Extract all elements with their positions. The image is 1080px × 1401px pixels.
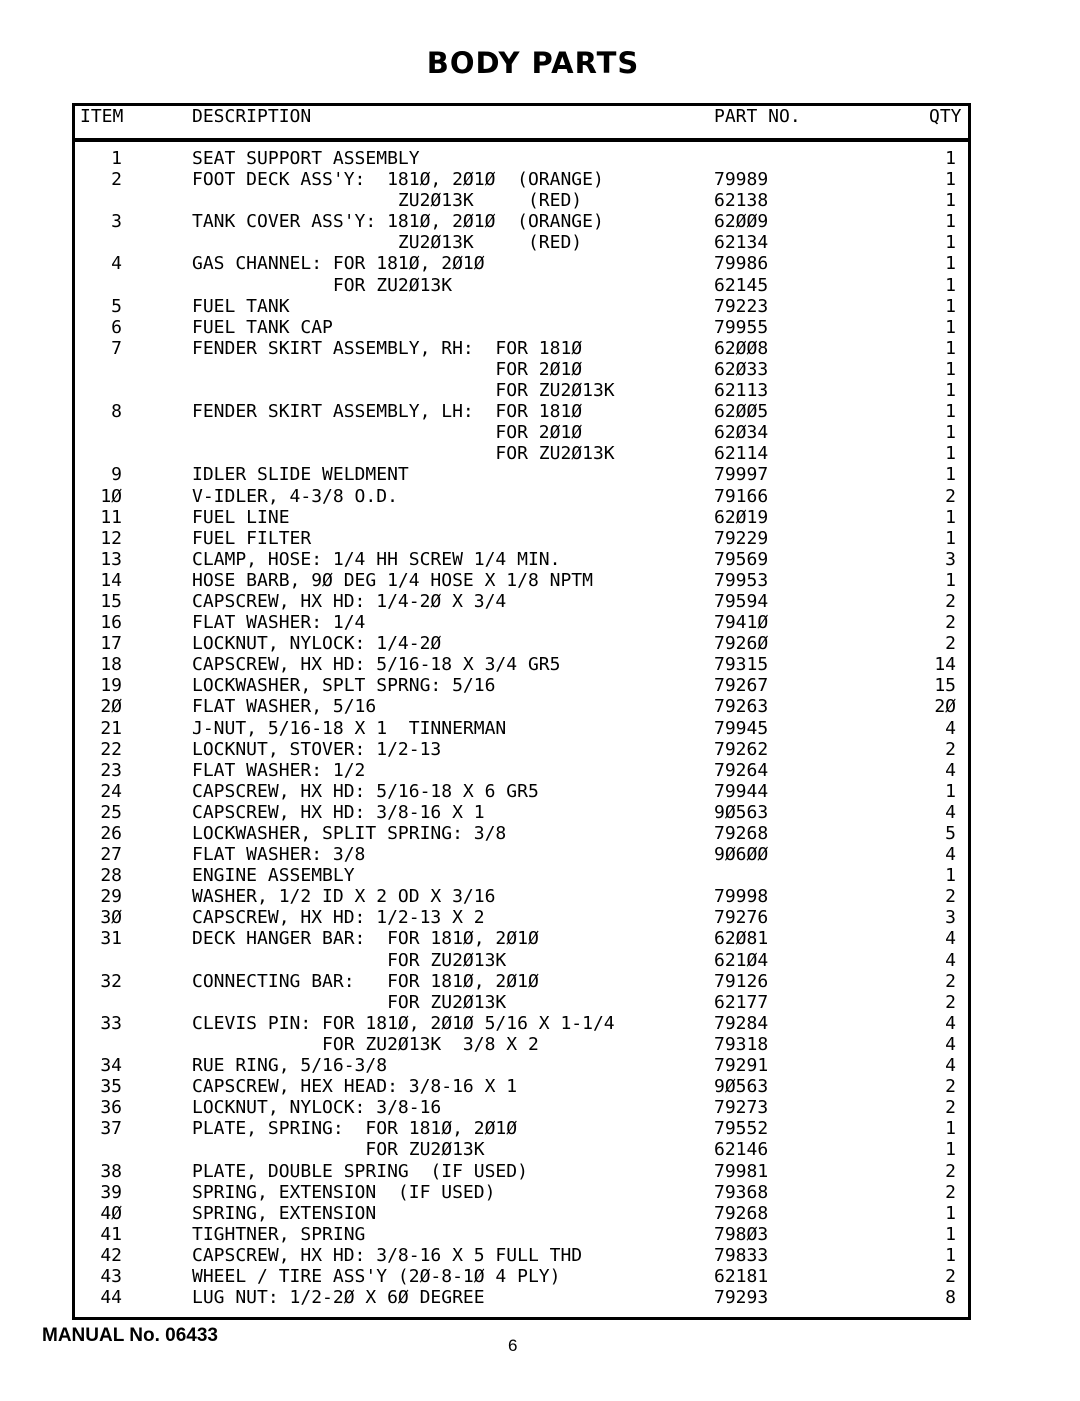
- table-row: [0, 739, 1080, 760]
- qty-cell: 3: [945, 548, 956, 570]
- table-row: [0, 486, 1080, 507]
- item-cell: 17: [100, 633, 122, 655]
- description-cell: TANK COVER ASS'Y: 181Ø, 2Ø1Ø (ORANGE): [192, 211, 604, 233]
- qty-cell: 1: [945, 253, 956, 275]
- table-row: [0, 401, 1080, 422]
- part-number-cell: 79223: [714, 295, 769, 317]
- description-cell: CLAMP, HOSE: 1/4 HH SCREW 1/4 MIN.: [192, 548, 561, 570]
- description-cell: FOOT DECK ASS'Y: 181Ø, 2Ø1Ø (ORANGE): [192, 169, 604, 191]
- table-row: [0, 760, 1080, 781]
- manual-number: MANUAL No. 06433: [42, 1325, 218, 1346]
- table-row: [0, 1034, 1080, 1055]
- table-row: [0, 317, 1080, 338]
- table-row: [0, 696, 1080, 717]
- description-cell: SPRING, EXTENSION: [192, 1202, 377, 1224]
- description-cell: CAPSCREW, HX HD: 1/4-2Ø X 3/4: [192, 590, 507, 612]
- description-cell: FLAT WASHER: 3/8: [192, 844, 366, 866]
- qty-cell: 1: [945, 527, 956, 549]
- table-row: [0, 907, 1080, 928]
- table-row: [0, 443, 1080, 464]
- table-row: [0, 359, 1080, 380]
- description-cell: WASHER, 1/2 ID X 2 OD X 3/16: [192, 886, 496, 908]
- table-row: [0, 275, 1080, 296]
- item-cell: 1: [111, 148, 122, 169]
- table-row: [0, 992, 1080, 1013]
- table-row: [0, 886, 1080, 907]
- item-cell: 37: [100, 1118, 122, 1140]
- part-number-cell: 79955: [714, 316, 769, 338]
- table-row: [0, 422, 1080, 443]
- table-row: [0, 1161, 1080, 1182]
- description-cell: FENDER SKIRT ASSEMBLY, LH: FOR 181Ø: [192, 401, 583, 423]
- part-number-cell: 79368: [714, 1181, 769, 1203]
- qty-cell: 1: [945, 316, 956, 338]
- item-cell: 28: [100, 865, 122, 887]
- description-cell: SEAT SUPPORT ASSEMBLY: [192, 148, 420, 169]
- part-number-cell: 62181: [714, 1265, 769, 1287]
- qty-cell: 4: [945, 759, 956, 781]
- qty-cell: 4: [945, 1055, 956, 1077]
- part-number-cell: 62Ø33: [714, 358, 769, 380]
- qty-cell: 2: [945, 738, 956, 760]
- part-number-cell: 9Ø563: [714, 1076, 769, 1098]
- part-number-cell: 62Ø81: [714, 928, 769, 950]
- part-number-cell: 79315: [714, 654, 769, 676]
- description-cell: LOCKWASHER, SPLIT SPRING: 3/8: [192, 823, 507, 844]
- table-row: [0, 380, 1080, 401]
- part-number-cell: 62138: [714, 190, 769, 212]
- qty-cell: 1: [945, 401, 956, 423]
- part-number-cell: 79998: [714, 886, 769, 908]
- table-row: [0, 633, 1080, 654]
- description-cell: FOR ZU2Ø13K: [192, 991, 507, 1013]
- qty-cell: 3: [945, 907, 956, 929]
- table-row: [0, 1055, 1080, 1076]
- part-number-cell: 79318: [714, 1033, 769, 1055]
- description-cell: LOCKWASHER, SPLT SPRNG: 5/16: [192, 675, 496, 697]
- qty-cell: 1: [945, 169, 956, 191]
- table-row: [0, 1287, 1080, 1308]
- qty-cell: 1: [945, 1202, 956, 1224]
- qty-cell: 1: [945, 1223, 956, 1245]
- table-row: [0, 612, 1080, 633]
- item-cell: 44: [100, 1287, 122, 1309]
- qty-cell: 2: [945, 1097, 956, 1119]
- table-row: [0, 865, 1080, 886]
- description-cell: TIGHTNER, SPRING: [192, 1223, 366, 1245]
- qty-cell: 2: [945, 485, 956, 507]
- table-row: [0, 528, 1080, 549]
- table-row: [0, 1076, 1080, 1097]
- part-number-cell: 62ØØ5: [714, 401, 769, 423]
- item-cell: 4Ø: [100, 1202, 122, 1224]
- description-cell: FOR ZU2Ø13K: [192, 1139, 485, 1161]
- part-number-cell: 62134: [714, 232, 769, 254]
- qty-cell: 1: [945, 464, 956, 486]
- description-cell: GAS CHANNEL: FOR 181Ø, 2Ø1Ø: [192, 253, 485, 275]
- part-number-cell: 79293: [714, 1287, 769, 1309]
- part-number-cell: 7926Ø: [714, 633, 769, 655]
- description-cell: SPRING, EXTENSION (IF USED): [192, 1181, 496, 1203]
- table-row: [0, 1097, 1080, 1118]
- qty-cell: 2: [945, 1076, 956, 1098]
- table-row: [0, 971, 1080, 992]
- description-cell: FUEL TANK CAP: [192, 316, 333, 338]
- description-cell: CAPSCREW, HEX HEAD: 3/8-16 X 1: [192, 1076, 518, 1098]
- item-cell: 14: [100, 569, 122, 591]
- description-cell: WHEEL / TIRE ASS'Y (2Ø-8-1Ø 4 PLY): [192, 1265, 561, 1287]
- description-cell: CAPSCREW, HX HD: 5/16-18 X 6 GR5: [192, 780, 539, 802]
- table-row: [0, 718, 1080, 739]
- table-row: [0, 169, 1080, 190]
- description-cell: PLATE, DOUBLE SPRING (IF USED): [192, 1160, 528, 1182]
- description-cell: LUG NUT: 1/2-2Ø X 6Ø DEGREE: [192, 1287, 485, 1309]
- description-cell: LOCKNUT, NYLOCK: 3/8-16: [192, 1097, 442, 1119]
- part-number-cell: 79263: [714, 696, 769, 718]
- qty-cell: 4: [945, 949, 956, 971]
- part-number-cell: 79126: [714, 970, 769, 992]
- qty-cell: 1: [945, 148, 956, 169]
- description-cell: CAPSCREW, HX HD: 5/16-18 X 3/4 GR5: [192, 654, 561, 676]
- description-cell: CLEVIS PIN: FOR 181Ø, 2Ø1Ø 5/16 X 1-1/4: [192, 1012, 615, 1034]
- item-cell: 4: [111, 253, 122, 275]
- qty-cell: 2: [945, 633, 956, 655]
- item-cell: 41: [100, 1223, 122, 1245]
- qty-cell: 1: [945, 295, 956, 317]
- item-cell: 11: [100, 506, 122, 528]
- description-cell: DECK HANGER BAR: FOR 181Ø, 2Ø1Ø: [192, 928, 539, 950]
- table-row: [0, 1139, 1080, 1160]
- qty-cell: 4: [945, 1012, 956, 1034]
- item-cell: 8: [111, 401, 122, 423]
- part-number-cell: 79264: [714, 759, 769, 781]
- item-cell: 42: [100, 1244, 122, 1266]
- column-header-qty: QTY: [929, 106, 962, 127]
- table-row: [0, 823, 1080, 844]
- qty-cell: 4: [945, 801, 956, 823]
- page-number: 6: [508, 1336, 518, 1355]
- column-header-part-no: PART NO.: [714, 106, 801, 127]
- qty-cell: 2: [945, 612, 956, 634]
- part-number-cell: 79953: [714, 569, 769, 591]
- item-cell: 27: [100, 844, 122, 866]
- part-number-cell: 79997: [714, 464, 769, 486]
- qty-cell: 1: [945, 569, 956, 591]
- table-row: [0, 464, 1080, 485]
- part-number-cell: 79273: [714, 1097, 769, 1119]
- qty-cell: 5: [945, 823, 956, 844]
- description-cell: IDLER SLIDE WELDMENT: [192, 464, 409, 486]
- page-title: BODY PARTS: [426, 46, 640, 80]
- item-cell: 16: [100, 612, 122, 634]
- item-cell: 15: [100, 590, 122, 612]
- qty-cell: 1: [945, 506, 956, 528]
- part-number-cell: 79268: [714, 823, 769, 844]
- column-header-item: ITEM: [80, 106, 124, 127]
- table-row: [0, 1203, 1080, 1224]
- description-cell: CAPSCREW, HX HD: 1/2-13 X 2: [192, 907, 485, 929]
- table-row: [0, 211, 1080, 232]
- item-cell: 3Ø: [100, 907, 122, 929]
- part-number-cell: 62113: [714, 380, 769, 402]
- qty-cell: 15: [934, 675, 956, 697]
- qty-cell: 1: [945, 380, 956, 402]
- parts-table-body: [0, 148, 1080, 1308]
- part-number-cell: 9Ø563: [714, 801, 769, 823]
- qty-cell: 2: [945, 886, 956, 908]
- description-cell: FOR 2Ø1Ø: [192, 422, 583, 444]
- qty-cell: 2: [945, 1160, 956, 1182]
- item-cell: 5: [111, 295, 122, 317]
- table-row: [0, 232, 1080, 253]
- part-number-cell: 798Ø3: [714, 1223, 769, 1245]
- part-number-cell: 79166: [714, 485, 769, 507]
- description-cell: ZU2Ø13K (RED): [192, 232, 583, 254]
- item-cell: 26: [100, 823, 122, 844]
- qty-cell: 1: [945, 211, 956, 233]
- description-cell: LOCKNUT, NYLOCK: 1/4-2Ø: [192, 633, 442, 655]
- description-cell: HOSE BARB, 9Ø DEG 1/4 HOSE X 1/8 NPTM: [192, 569, 593, 591]
- description-cell: FENDER SKIRT ASSEMBLY, RH: FOR 181Ø: [192, 337, 583, 359]
- item-cell: 32: [100, 970, 122, 992]
- part-number-cell: 62146: [714, 1139, 769, 1161]
- item-cell: 13: [100, 548, 122, 570]
- part-number-cell: 9Ø6ØØ: [714, 844, 769, 866]
- qty-cell: 14: [934, 654, 956, 676]
- table-row: [0, 253, 1080, 274]
- item-cell: 2: [111, 169, 122, 191]
- part-number-cell: 79284: [714, 1012, 769, 1034]
- qty-cell: 1: [945, 232, 956, 254]
- description-cell: FOR ZU2Ø13K 3/8 X 2: [192, 1033, 539, 1055]
- qty-cell: 4: [945, 1033, 956, 1055]
- part-number-cell: 79944: [714, 780, 769, 802]
- description-cell: CONNECTING BAR: FOR 181Ø, 2Ø1Ø: [192, 970, 539, 992]
- item-cell: 38: [100, 1160, 122, 1182]
- description-cell: PLATE, SPRING: FOR 181Ø, 2Ø1Ø: [192, 1118, 518, 1140]
- qty-cell: 1: [945, 358, 956, 380]
- table-row: [0, 1245, 1080, 1266]
- item-cell: 6: [111, 316, 122, 338]
- qty-cell: 1: [945, 1139, 956, 1161]
- item-cell: 3: [111, 211, 122, 233]
- qty-cell: 2: [945, 590, 956, 612]
- qty-cell: 8: [945, 1287, 956, 1309]
- part-number-cell: 79569: [714, 548, 769, 570]
- qty-cell: 1: [945, 865, 956, 887]
- description-cell: FOR 2Ø1Ø: [192, 358, 583, 380]
- description-cell: CAPSCREW, HX HD: 3/8-16 X 5 FULL THD: [192, 1244, 583, 1266]
- part-number-cell: 79594: [714, 590, 769, 612]
- part-number-cell: 79268: [714, 1202, 769, 1224]
- item-cell: 22: [100, 738, 122, 760]
- table-row: [0, 675, 1080, 696]
- qty-cell: 1: [945, 190, 956, 212]
- item-cell: 23: [100, 759, 122, 781]
- table-row: [0, 148, 1080, 169]
- item-cell: 43: [100, 1265, 122, 1287]
- table-row: [0, 1224, 1080, 1245]
- table-row: [0, 338, 1080, 359]
- item-cell: 19: [100, 675, 122, 697]
- description-cell: FLAT WASHER: 1/4: [192, 612, 366, 634]
- qty-cell: 2: [945, 991, 956, 1013]
- description-cell: ZU2Ø13K (RED): [192, 190, 583, 212]
- part-number-cell: 79276: [714, 907, 769, 929]
- table-row: [0, 654, 1080, 675]
- item-cell: 7: [111, 337, 122, 359]
- qty-cell: 1: [945, 1118, 956, 1140]
- header-divider: [72, 138, 971, 142]
- part-number-cell: 79945: [714, 717, 769, 739]
- part-number-cell: 79989: [714, 169, 769, 191]
- item-cell: 2Ø: [100, 696, 122, 718]
- qty-cell: 1: [945, 1244, 956, 1266]
- qty-cell: 4: [945, 928, 956, 950]
- qty-cell: 1: [945, 780, 956, 802]
- qty-cell: 4: [945, 717, 956, 739]
- part-number-cell: 62ØØ8: [714, 337, 769, 359]
- item-cell: 24: [100, 780, 122, 802]
- qty-cell: 1: [945, 274, 956, 296]
- table-row: [0, 1182, 1080, 1203]
- table-row: [0, 591, 1080, 612]
- part-number-cell: 62ØØ9: [714, 211, 769, 233]
- description-cell: FUEL TANK: [192, 295, 290, 317]
- part-number-cell: 62114: [714, 443, 769, 465]
- description-cell: FLAT WASHER: 1/2: [192, 759, 366, 781]
- table-row: [0, 950, 1080, 971]
- table-row: [0, 507, 1080, 528]
- qty-cell: 2Ø: [934, 696, 956, 718]
- qty-cell: 2: [945, 1181, 956, 1203]
- table-row: [0, 1118, 1080, 1139]
- table-row: [0, 802, 1080, 823]
- description-cell: J-NUT, 5/16-18 X 1 TINNERMAN: [192, 717, 507, 739]
- table-row: [0, 190, 1080, 211]
- item-cell: 33: [100, 1012, 122, 1034]
- item-cell: 31: [100, 928, 122, 950]
- qty-cell: 1: [945, 337, 956, 359]
- part-number-cell: 79291: [714, 1055, 769, 1077]
- qty-cell: 4: [945, 844, 956, 866]
- qty-cell: 2: [945, 970, 956, 992]
- description-cell: CAPSCREW, HX HD: 3/8-16 X 1: [192, 801, 485, 823]
- item-cell: 36: [100, 1097, 122, 1119]
- table-row: [0, 549, 1080, 570]
- qty-cell: 1: [945, 422, 956, 444]
- table-row: [0, 296, 1080, 317]
- item-cell: 34: [100, 1055, 122, 1077]
- description-cell: RUE RING, 5/16-3/8: [192, 1055, 388, 1077]
- description-cell: V-IDLER, 4-3/8 O.D.: [192, 485, 398, 507]
- description-cell: FOR ZU2Ø13K: [192, 380, 615, 402]
- item-cell: 12: [100, 527, 122, 549]
- part-number-cell: 79267: [714, 675, 769, 697]
- part-number-cell: 79833: [714, 1244, 769, 1266]
- item-cell: 39: [100, 1181, 122, 1203]
- description-cell: FUEL FILTER: [192, 527, 312, 549]
- description-cell: FLAT WASHER, 5/16: [192, 696, 377, 718]
- description-cell: FUEL LINE: [192, 506, 290, 528]
- column-header-description: DESCRIPTION: [192, 106, 312, 127]
- description-cell: LOCKNUT, STOVER: 1/2-13: [192, 738, 442, 760]
- table-row: [0, 1013, 1080, 1034]
- part-number-cell: 79986: [714, 253, 769, 275]
- part-number-cell: 621Ø4: [714, 949, 769, 971]
- qty-cell: 2: [945, 1265, 956, 1287]
- part-number-cell: 79552: [714, 1118, 769, 1140]
- item-cell: 18: [100, 654, 122, 676]
- part-number-cell: 7941Ø: [714, 612, 769, 634]
- part-number-cell: 79981: [714, 1160, 769, 1182]
- item-cell: 1Ø: [100, 485, 122, 507]
- description-cell: FOR ZU2Ø13K: [192, 274, 453, 296]
- item-cell: 29: [100, 886, 122, 908]
- part-number-cell: 79262: [714, 738, 769, 760]
- description-cell: FOR ZU2Ø13K: [192, 443, 615, 465]
- description-cell: FOR ZU2Ø13K: [192, 949, 507, 971]
- table-row: [0, 570, 1080, 591]
- table-row: [0, 928, 1080, 949]
- item-cell: 25: [100, 801, 122, 823]
- table-row: [0, 1266, 1080, 1287]
- item-cell: 35: [100, 1076, 122, 1098]
- part-number-cell: 62145: [714, 274, 769, 296]
- table-row: [0, 781, 1080, 802]
- qty-cell: 1: [945, 443, 956, 465]
- part-number-cell: 62Ø34: [714, 422, 769, 444]
- part-number-cell: 62177: [714, 991, 769, 1013]
- part-number-cell: 62Ø19: [714, 506, 769, 528]
- part-number-cell: 79229: [714, 527, 769, 549]
- description-cell: ENGINE ASSEMBLY: [192, 865, 355, 887]
- table-row: [0, 844, 1080, 865]
- item-cell: 9: [111, 464, 122, 486]
- item-cell: 21: [100, 717, 122, 739]
